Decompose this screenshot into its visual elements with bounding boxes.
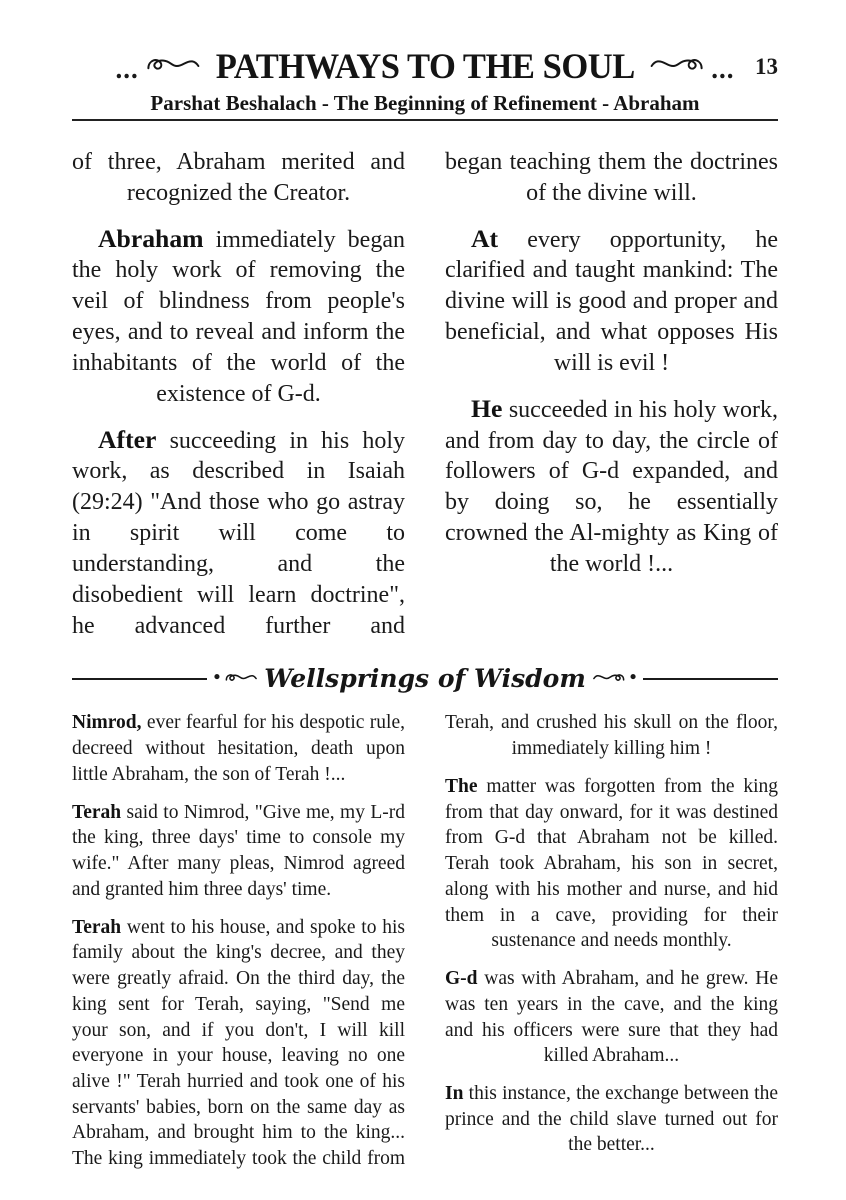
divider-dot-right: • xyxy=(629,667,637,689)
paragraph xyxy=(445,774,778,954)
divider-flourish-right-icon xyxy=(593,672,625,685)
paragraph-text: of three, Abraham merited and recognized the Creator. xyxy=(72,149,405,206)
paragraph-text: immediately began the holy work of removing the veil of blindness from people's eyes, and to reveal and inform the inhabitants of the world of the existence of G-d. xyxy=(72,226,405,407)
page-subtitle: Parshat Beshalach - The Beginning of Refinement - Abraham xyxy=(150,91,700,115)
main-left-column xyxy=(72,144,405,654)
paragraph-lead: After xyxy=(98,424,157,454)
paragraph-text: every opportunity, he clarified and taught mankind: The divine will is good and proper and beneficial, and what opposes His will is evil ! xyxy=(445,226,778,376)
main-right-column xyxy=(445,144,778,654)
paragraph-lead: Abraham xyxy=(98,223,204,253)
flourish-scroll-right-icon xyxy=(650,56,704,76)
divider-title: Wellsprings of Wisdom xyxy=(264,664,586,694)
paragraph xyxy=(445,1081,778,1158)
paragraph-text: said to Nimrod, "Give me, my L-rd the king, three days' time to console my wife." After many pleas, Nimrod agreed and granted him three days' time. xyxy=(72,801,405,900)
divider-line-left xyxy=(72,678,207,680)
page-header xyxy=(72,42,778,121)
divider-center xyxy=(207,664,644,693)
paragraph-text: began teaching them the doctrines of the divine will. xyxy=(445,149,778,206)
paragraph-lead: He xyxy=(471,393,503,423)
paragraph-text: ever fearful for his despotic rule, decreed without hesitation, death upon little Abraham, the son of Terah !... xyxy=(72,712,405,785)
paragraph xyxy=(445,222,778,379)
page-number: 13 xyxy=(755,54,778,79)
paragraph-text: this instance, the exchange between the prince and the child slave turned out for the better... xyxy=(445,1082,778,1156)
divider-flourish-left-icon xyxy=(225,672,257,685)
paragraph-lead: Terah xyxy=(72,916,122,938)
paragraph-text: Terah, and crushed his skull on the floor, immediately killing him ! xyxy=(445,712,778,760)
wellsprings-section xyxy=(72,710,778,1183)
section-divider xyxy=(72,664,778,693)
paragraph-text: succeeding in his holy work, as described in Isaiah (29:24) "And those who go astray in spirit will come to understanding, and the disobedient will learn doctrine", he advanced further and xyxy=(72,427,405,639)
wellsprings-left-column xyxy=(72,710,405,1183)
wellsprings-right-column xyxy=(445,710,778,1183)
divider-line-right xyxy=(643,678,778,680)
ornament-dots-right: ... xyxy=(711,53,735,84)
page-title: PATHWAYS TO THE SOUL xyxy=(215,46,635,86)
paragraph-lead: Terah xyxy=(72,801,122,823)
paragraph xyxy=(72,423,405,642)
paragraph-lead: In xyxy=(445,1082,464,1104)
paragraph xyxy=(72,710,405,787)
main-text-section xyxy=(72,144,778,654)
title-row xyxy=(72,42,778,90)
paragraph-text: matter was forgotten from the king from that day onward, for it was destined from G-d that Abraham not be killed. Terah took Abraham, his son in secret, along with his mother and nurse, and hid them in a cave, providing for their sustenance and needs monthly. xyxy=(445,775,778,952)
paragraph xyxy=(72,222,405,410)
header-rule xyxy=(72,119,778,121)
paragraph xyxy=(445,710,778,761)
paragraph-text: went to his house, and spoke to his family about the king's decree, and they were greatly afraid. On the third day, the king sent for Terah, saying, "Send me your son, and if you don't, I will kill everyone in your house, leaving no one alive !" Terah hurried and took one of his servants' babies, born on the same day as Abraham, and brought him to the king... The king immediately took the child from xyxy=(72,916,405,1170)
paragraph xyxy=(72,915,405,1172)
paragraph xyxy=(445,144,778,209)
paragraph xyxy=(445,392,778,580)
paragraph-text: was with Abraham, and he grew. He was ten years in the cave, and the king and his officers were sure that they had killed Abraham... xyxy=(445,968,778,1067)
ornament-dots-left: ... xyxy=(115,53,139,84)
paragraph-lead: The xyxy=(445,775,478,797)
paragraph xyxy=(72,144,405,209)
paragraph-lead: Nimrod, xyxy=(72,712,142,734)
paragraph-text: succeeded in his holy work, and from day to day, the circle of followers of G-d expanded, and by doing so, he essentially crowned the Al-mighty as King of the world !... xyxy=(445,396,778,577)
paragraph-lead: At xyxy=(471,223,499,253)
paragraph xyxy=(72,800,405,903)
paragraph-lead: G-d xyxy=(445,968,478,990)
divider-dot-left: • xyxy=(213,667,221,689)
flourish-scroll-left-icon xyxy=(146,56,200,76)
paragraph xyxy=(445,966,778,1069)
